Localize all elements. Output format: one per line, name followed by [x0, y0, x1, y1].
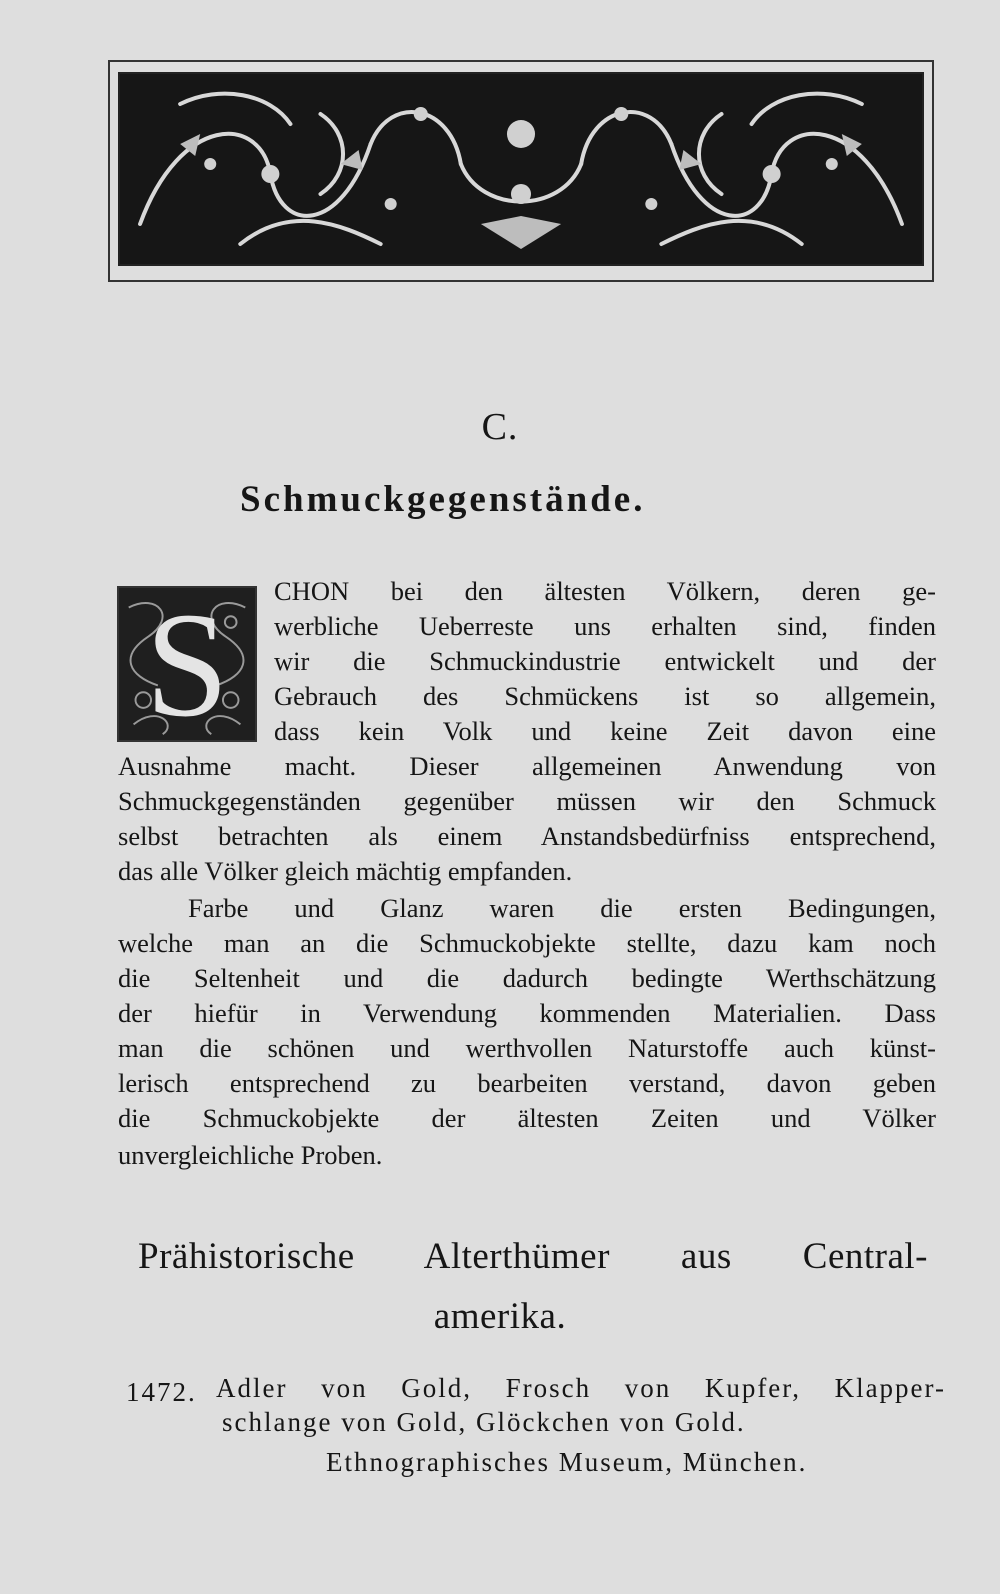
text-line: man die schönen und werthvollen Naturstoffe auch künst- [118, 1033, 936, 1063]
subheading-line: amerika. [433, 1296, 567, 1337]
text-line: welche man an die Schmuckobjekte stellte, dazu kam noch [118, 928, 936, 958]
text-line: lerisch entsprechend zu bearbeiten verstand, davon geben [118, 1068, 936, 1098]
ornamental-header-band [108, 60, 934, 282]
ornament-panel [118, 72, 924, 266]
drop-cap [117, 582, 257, 748]
text-line: Gebrauch des Schmückens ist so allgemein, [274, 681, 936, 711]
text-line: wir die Schmuckindustrie entwickelt und der [274, 646, 936, 676]
text-line: das alle Völker gleich mächtig empfanden. [118, 856, 573, 886]
text-line: Farbe und Glanz waren die ersten Bedingungen, [188, 893, 936, 923]
text-line: unvergleichliche Proben. [118, 1140, 383, 1170]
entry-line: Adler von Gold, Frosch von Kupfer, Klapper- [216, 1373, 946, 1403]
text-line: Schmuckgegenständen gegenüber müssen wir den Schmuck [118, 786, 936, 816]
text-line: selbst betrachten als einem Anstandsbedürfniss entsprechend, [118, 821, 936, 851]
text-line: Ausnahme macht. Dieser allgemeinen Anwendung von [118, 751, 936, 781]
entry-source: Ethnographisches Museum, München. [326, 1447, 808, 1477]
text-line: dass kein Volk und keine Zeit davon eine [274, 716, 936, 746]
text-line: der hiefür in Verwendung kommenden Materialien. Dass [118, 998, 936, 1028]
section-title: Schmuckgegenstände. [240, 479, 646, 520]
text-line: die Seltenheit und die dadurch bedingte Werthschätzung [118, 963, 936, 993]
text-line: CHON bei den ältesten Völkern, deren ge- [274, 576, 936, 606]
section-letter: C. [481, 406, 519, 448]
text-line: die Schmuckobjekte der ältesten Zeiten und Völker [118, 1103, 936, 1133]
scroll-ornament-icon [120, 74, 922, 264]
drop-cap-letter: S [145, 582, 229, 748]
entry-number: 1472. [126, 1377, 197, 1407]
entry-line: schlange von Gold, Glöckchen von Gold. [222, 1407, 746, 1437]
text-line: werbliche Ueberreste uns erhalten sind, finden [274, 611, 936, 641]
subheading-line: Prähistorische Alterthümer aus Central- [138, 1236, 928, 1277]
